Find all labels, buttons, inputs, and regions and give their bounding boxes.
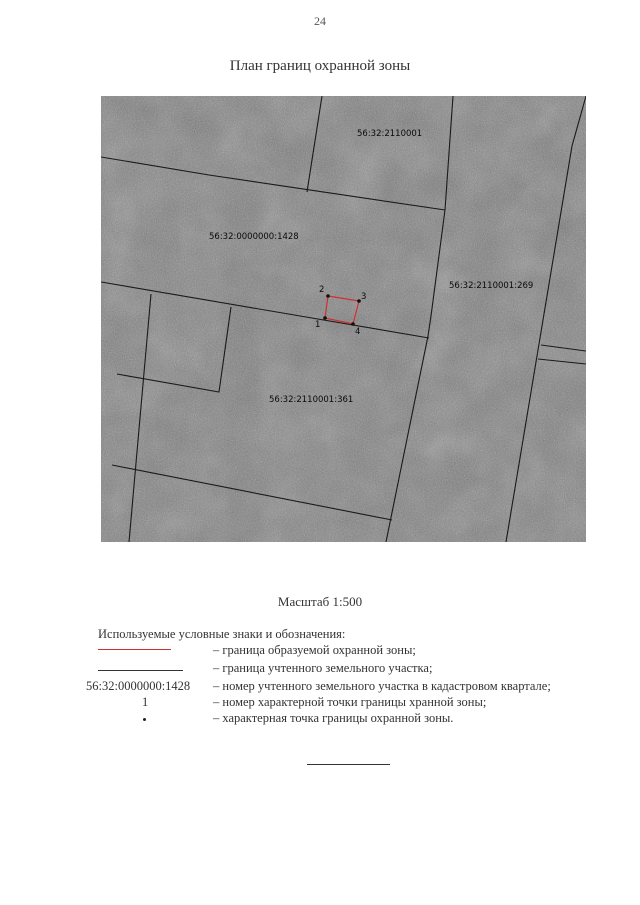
legend-item-parcel-boundary — [98, 660, 618, 676]
legend-description: – граница образуемой охранной зоны; — [213, 643, 416, 657]
page-title: План границ охранной зоны — [229, 58, 411, 74]
map-texture-grain — [101, 96, 586, 542]
point-number-symbol: 1 — [142, 695, 149, 709]
legend-symbol — [86, 678, 210, 694]
scale-label: Масштаб 1:500 — [277, 594, 363, 609]
point-label: 4 — [355, 327, 361, 337]
legend-item-parcel-number — [86, 678, 618, 694]
page-number: 24 — [314, 14, 326, 28]
parcel-label: 56:32:2110001:269 — [449, 281, 534, 291]
map-canvas — [101, 96, 586, 542]
red-line-symbol — [98, 649, 171, 650]
parcel-label: 56:32:2110001 — [357, 129, 423, 139]
bottom-separator — [307, 764, 390, 765]
zone-point-dot — [323, 316, 327, 320]
legend-item-point-number — [98, 694, 618, 710]
legend-description: – характерная точка границы охранной зоны. — [213, 711, 454, 725]
point-label: 2 — [319, 285, 325, 295]
point-label: 1 — [315, 320, 321, 330]
point-label: 3 — [361, 292, 367, 302]
legend-symbol — [98, 642, 210, 658]
legend-description: – номер характерной точки границы хранной зоны; — [213, 695, 487, 709]
legend-description: – номер учтенного земельного участка в кадастровом квартале; — [213, 679, 551, 693]
legend-symbol — [98, 694, 210, 710]
black-line-symbol — [98, 670, 183, 671]
legend-symbol — [98, 710, 210, 726]
zone-point-dot — [351, 322, 355, 326]
parcel-number-symbol: 56:32:0000000:1428 — [86, 679, 191, 693]
dot-symbol — [143, 718, 146, 721]
legend-item-zone-boundary — [98, 642, 618, 658]
map-view[interactable] — [101, 96, 586, 542]
zone-point-dot — [326, 294, 330, 298]
legend-symbol — [98, 660, 210, 676]
parcel-label: 56:32:2110001:361 — [269, 395, 354, 405]
legend-item-zone-point — [98, 710, 618, 726]
legend-description: – граница учтенного земельного участка; — [213, 661, 433, 675]
parcel-label: 56:32:0000000:1428 — [209, 232, 299, 242]
legend-title: Используемые условные знаки и обозначения: — [98, 627, 346, 641]
